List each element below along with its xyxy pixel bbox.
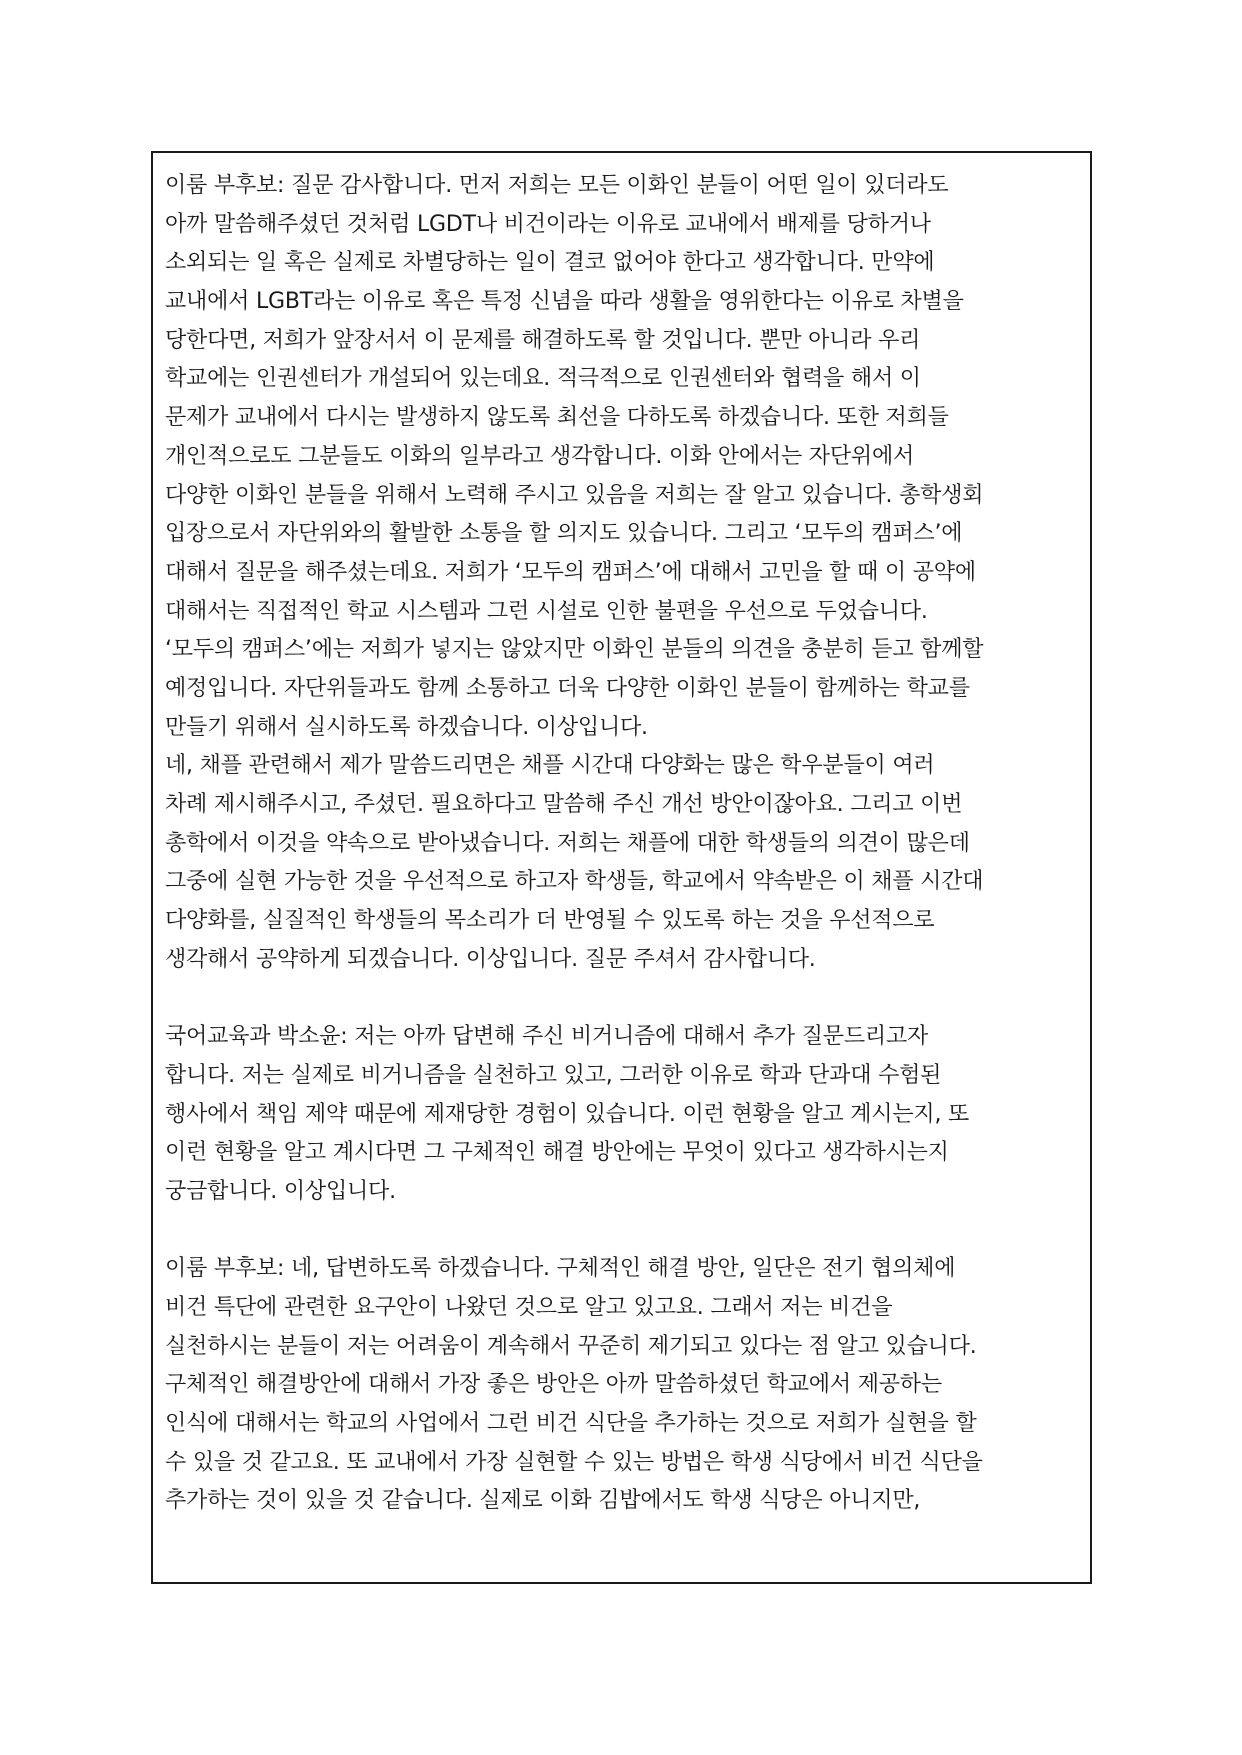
text-line: 이런 현황을 알고 계시다면 그 구체적인 해결 방안에는 무엇이 있다고 생각하시는지 [165,1140,949,1166]
text-line: 실천하시는 분들이 저는 어려움이 계속해서 꾸준히 제기되고 있다는 점 알고 있습니다. [165,1333,977,1359]
text-line: 다양화를, 실질적인 학생들의 목소리가 더 반영될 수 있도록 하는 것을 우선적으로 [165,908,935,934]
text-line: 당한다면, 저희가 앞장서서 이 문제를 해결하도록 할 것입니다. 뿐만 아니라 우리 [165,327,921,353]
text-line: 구체적인 해결방안에 대해서 가장 좋은 방안은 아까 말씀하셨던 학교에서 제공하는 [165,1372,942,1398]
text-line: 개인적으로도 그분들도 이화의 일부라고 생각합니다. 이화 안에서는 자단위에서 [165,443,915,469]
paragraph-3 [165,1250,1085,1521]
text-line: 소외되는 일 혹은 실제로 차별당하는 일이 결코 없어야 한다고 생각합니다. 만약에 [165,250,935,276]
text-line: 네, 채플 관련해서 제가 말씀드리면은 채플 시간대 다양화는 많은 학우분들이 여러 [165,753,935,779]
document-frame [151,151,1092,1584]
text-line: 학교에는 인권센터가 개설되어 있는데요. 적극적으로 인권센터와 협력을 해서 이 [165,366,921,392]
text-line: 그중에 실현 가능한 것을 우선적으로 하고자 학생들, 학교에서 약속받은 이 채플 시간대 [165,869,984,895]
text-line: 비건 특단에 관련한 요구안이 나왔던 것으로 알고 있고요. 그래서 저는 비건을 [165,1294,893,1320]
text-line: 문제가 교내에서 다시는 발생하지 않도록 최선을 다하도록 하겠습니다. 또한 저희들 [165,405,949,431]
text-line: 예정입니다. 자단위들과도 함께 소통하고 더욱 다양한 이화인 분들이 함께하는 학교를 [165,675,970,701]
text-line: 다양한 이화인 분들을 위해서 노력해 주시고 있음을 저희는 잘 알고 있습니다. 총학생회 [165,482,984,508]
text-line: 추가하는 것이 있을 것 같습니다. 실제로 이화 김밥에서도 학생 식당은 아니지만, [165,1488,921,1514]
text-line: 행사에서 책임 제약 때문에 제재당한 경험이 있습니다. 이런 현황을 알고 계시는지, 또 [165,1101,970,1127]
text-line: 만들기 위해서 실시하도록 하겠습니다. 이상입니다. [165,714,648,740]
text-line: 이룸 부후보: 질문 감사합니다. 먼저 저희는 모든 이화인 분들이 어떤 일이 있더라도 [165,173,949,198]
paragraph-2 [165,1018,1085,1211]
text-line: 이룸 부후보: 네, 답변하도록 하겠습니다. 구체적인 해결 방안, 일단은 전기 협의체에 [165,1256,956,1282]
paragraph-gap [165,979,1085,1018]
text-line: 인식에 대해서는 학교의 사업에서 그런 비건 식단을 추가하는 것으로 저희가 실현을 할 [165,1411,977,1436]
paragraph-gap [165,1212,1085,1251]
document-body [165,167,1085,1521]
text-line: 수 있을 것 같고요. 또 교내에서 가장 실현할 수 있는 방법은 학생 식당에서 비건 식단을 [165,1449,983,1475]
text-line: 궁금합니다. 이상입니다. [165,1178,396,1204]
text-line: 교내에서 LGBT라는 이유로 혹은 특정 신념을 따라 생활을 영위한다는 이유로 차별을 [165,289,964,315]
text-line: 생각해서 공약하게 되겠습니다. 이상입니다. 질문 주셔서 감사합니다. [165,946,816,972]
text-line: 입장으로서 자단위와의 활발한 소통을 할 의지도 있습니다. 그리고 ‘모두의 캠퍼스’에 [165,521,963,547]
text-line: 총학에서 이것을 약속으로 받아냈습니다. 저희는 채플에 대한 학생들의 의견이 많은데 [165,830,970,856]
text-line: 합니다. 저는 실제로 비거니즘을 실천하고 있고, 그러한 이유로 학과 단과대 수험된 [165,1062,942,1088]
text-line: 차례 제시해주시고, 주셨던. 필요하다고 말씀해 주신 개선 방안이잖아요. 그리고 이번 [165,792,963,817]
paragraph-1 [165,167,1085,979]
text-line: 아까 말씀해주셨던 것처럼 LGDT나 비건이라는 이유로 교내에서 배제를 당하거나 [165,211,931,237]
text-line: 대해서는 직접적인 학교 시스템과 그런 시설로 인한 불편을 우선으로 두었습니다. [165,598,928,624]
text-line: 국어교육과 박소윤: 저는 아까 답변해 주신 비거니즘에 대해서 추가 질문드리고자 [165,1024,929,1050]
text-line: ‘모두의 캠퍼스’에는 저희가 넣지는 않았지만 이화인 분들의 의견을 충분히 듣고 함께할 [165,637,984,663]
text-line: 대해서 질문을 해주셨는데요. 저희가 ‘모두의 캠퍼스’에 대해서 고민을 할 때 이 공약에 [165,559,976,585]
